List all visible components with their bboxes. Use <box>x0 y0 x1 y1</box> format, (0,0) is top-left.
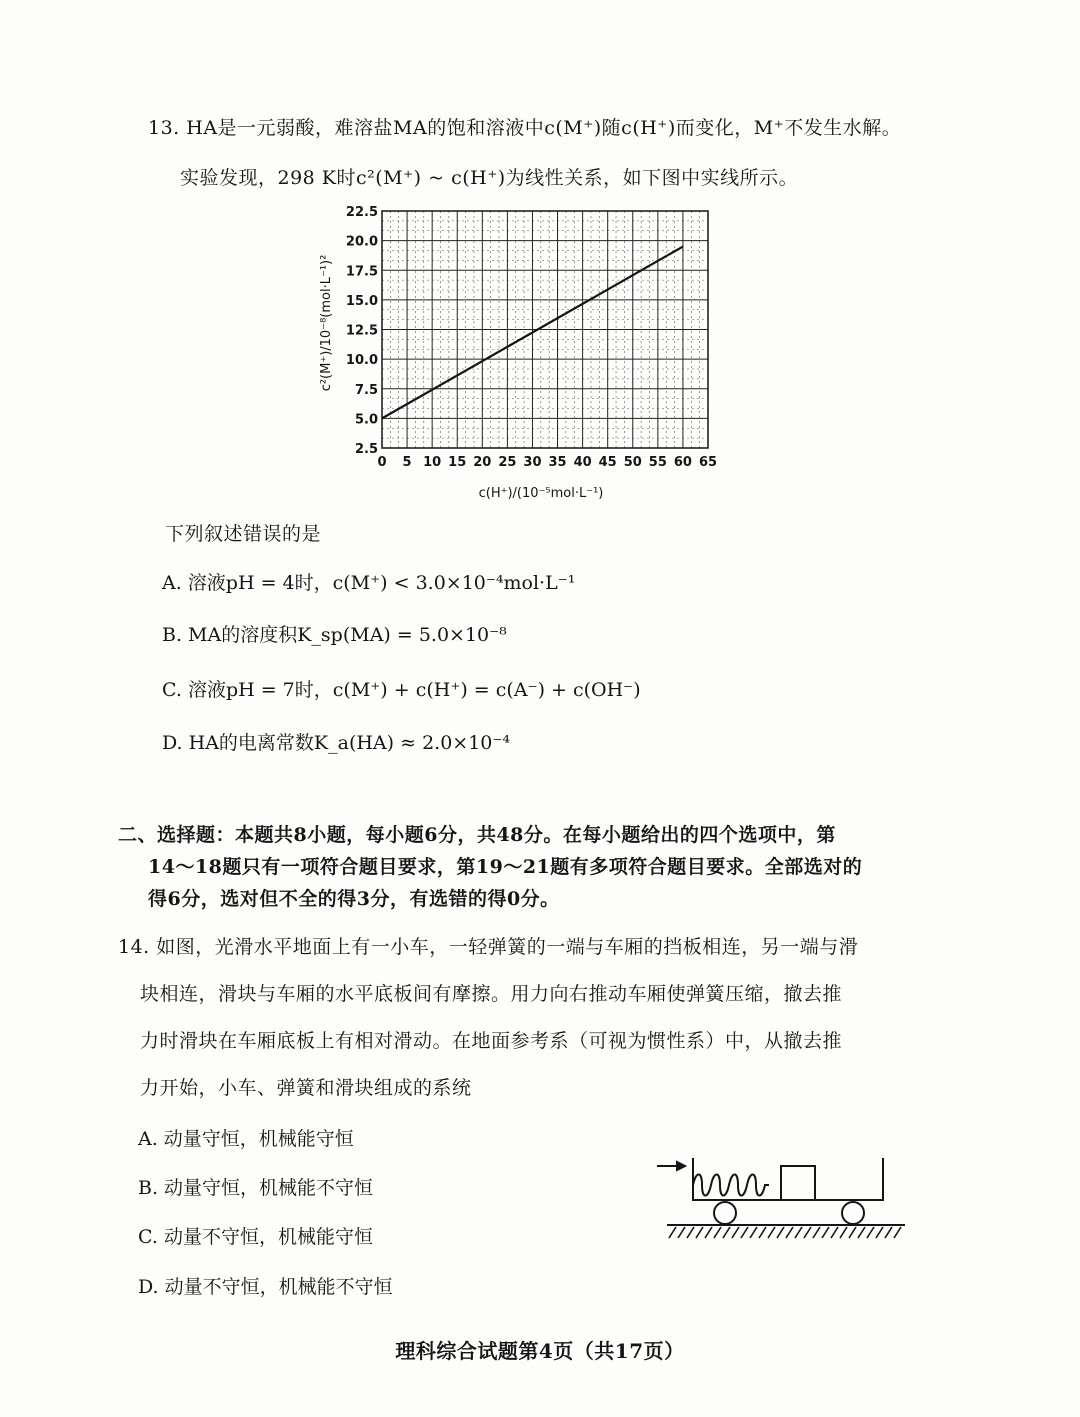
section2-intro-line2: 14～18题只有一项符合题目要求，第19～21题有多项符合题目要求。全部选对的 <box>148 856 863 878</box>
ground-hatch-mark <box>840 1227 847 1238</box>
ground-hatching <box>669 1227 901 1238</box>
chart-y-tick-labels <box>346 205 378 457</box>
ground-hatch-mark <box>831 1227 838 1238</box>
chart-x-tick-label: 25 <box>498 455 517 470</box>
ground-hatch-mark <box>759 1227 766 1238</box>
q14-option-b: B. 动量守恒，机械能不守恒 <box>138 1177 374 1199</box>
q14-stem-line3: 力时滑块在车厢底板上有相对滑动。在地面参考系（可视为惯性系）中，从撤去推 <box>140 1030 843 1052</box>
chart-x-tick-label: 20 <box>473 455 492 470</box>
chart-x-tick-label: 50 <box>623 455 642 470</box>
chart-y-tick-label: 7.5 <box>354 382 378 398</box>
q13-chart <box>300 195 730 515</box>
ground-hatch-mark <box>696 1227 703 1238</box>
ground-hatch-mark <box>804 1227 811 1238</box>
chart-y-tick-label: 22.5 <box>345 205 378 220</box>
q13-option-c: C. 溶液pH = 7时，c(M⁺) + c(H⁺) = c(A⁻) + c(OH⁻) <box>162 679 641 701</box>
slider-block <box>781 1166 815 1200</box>
ground-hatch-mark <box>795 1227 802 1238</box>
ground-hatch-mark <box>885 1227 892 1238</box>
page-footer: 理科综合试题第4页（共17页） <box>395 1339 685 1363</box>
chart-y-tick-label: 5.0 <box>354 412 378 428</box>
q14-option-c: C. 动量不守恒，机械能守恒 <box>138 1226 373 1248</box>
ground-hatch-mark <box>858 1227 865 1238</box>
chart-x-tick-label: 60 <box>673 455 692 470</box>
ground-hatch-mark <box>894 1227 901 1238</box>
chart-x-tick-label: 55 <box>648 455 667 470</box>
chart-y-tick-label: 10.0 <box>345 353 378 369</box>
chart-y-tick-label: 12.5 <box>345 323 378 339</box>
chart-x-tick-label: 0 <box>377 455 387 470</box>
section2-intro-line3: 得6分，选对但不全的得3分，有选错的得0分。 <box>148 888 560 910</box>
q14-option-a: A. 动量守恒，机械能守恒 <box>138 1128 354 1150</box>
ground-hatch-mark <box>867 1227 874 1238</box>
chart-y-tick-label: 15.0 <box>345 293 378 309</box>
ground-hatch-mark <box>876 1227 883 1238</box>
ground-hatch-mark <box>777 1227 784 1238</box>
chart-x-tick-label: 35 <box>548 455 567 470</box>
ground-hatch-mark <box>678 1227 685 1238</box>
q13-option-a: A. 溶液pH = 4时，c(M⁺) < 3.0×10⁻⁴mol·L⁻¹ <box>162 572 576 594</box>
q14-stem-line2: 块相连，滑块与车厢的水平底板间有摩擦。用力向右推动车厢使弹簧压缩，撤去推 <box>140 983 843 1005</box>
chart-x-tick-label: 45 <box>598 455 617 470</box>
q13-option-d: D. HA的电离常数K_a(HA) ≈ 2.0×10⁻⁴ <box>162 732 511 754</box>
chart-x-tick-label: 15 <box>448 455 467 470</box>
q14-stem-line4: 力开始，小车、弹簧和滑块组成的系统 <box>140 1077 472 1099</box>
q13-prompt: 下列叙述错误的是 <box>165 523 322 545</box>
ground-hatch-mark <box>714 1227 721 1238</box>
ground-hatch-mark <box>849 1227 856 1238</box>
chart-x-tick-labels <box>377 455 717 470</box>
q14-option-d: D. 动量不守恒，机械能不守恒 <box>138 1276 393 1298</box>
ground-hatch-mark <box>705 1227 712 1238</box>
ground-hatch-mark <box>768 1227 775 1238</box>
chart-major-grid <box>382 211 708 448</box>
chart-x-tick-label: 10 <box>423 455 442 470</box>
ground-hatch-mark <box>813 1227 820 1238</box>
q13-stem-line1: 13. HA是一元弱酸，难溶盐MA的饱和溶液中c(M⁺)随c(H⁺)而变化，M⁺不发生水解。 <box>148 117 902 139</box>
ground-hatch-mark <box>687 1227 694 1238</box>
chart-y-axis-label: c²(M⁺)/10⁻⁸(mol·L⁻¹)² <box>319 254 334 392</box>
ground-hatch-mark <box>741 1227 748 1238</box>
ground-hatch-mark <box>786 1227 793 1238</box>
q13-option-b: B. MA的溶度积K_sp(MA) = 5.0×10⁻⁸ <box>162 624 507 646</box>
chart-y-tick-label: 2.5 <box>354 442 378 457</box>
cart-wheel-right <box>842 1202 864 1224</box>
chart-x-axis-label: c(H⁺)/(10⁻⁵mol·L⁻¹) <box>478 486 604 501</box>
push-arrow-head <box>677 1162 685 1170</box>
ground-hatch-mark <box>669 1227 676 1238</box>
section2-intro-line1: 二、选择题：本题共8小题，每小题6分，共48分。在每小题给出的四个选项中，第 <box>118 824 836 846</box>
ground-hatch-mark <box>750 1227 757 1238</box>
ground-hatch-mark <box>723 1227 730 1238</box>
chart-x-tick-label: 5 <box>402 455 412 470</box>
ground-hatch-mark <box>732 1227 739 1238</box>
q14-stem-line1: 14. 如图，光滑水平地面上有一小车，一轻弹簧的一端与车厢的挡板相连，另一端与滑 <box>118 936 859 958</box>
ground-hatch-mark <box>822 1227 829 1238</box>
chart-y-tick-label: 17.5 <box>345 264 378 280</box>
cart-wheel-left <box>714 1202 736 1224</box>
q13-stem-line2: 实验发现，298 K时c²(M⁺) ~ c(H⁺)为线性关系，如下图中实线所示。 <box>180 167 799 189</box>
spring <box>693 1175 769 1196</box>
q14-cart-figure <box>655 1150 915 1250</box>
chart-y-tick-label: 20.0 <box>345 234 378 250</box>
chart-x-tick-label: 65 <box>698 455 718 470</box>
chart-x-tick-label: 30 <box>523 455 542 470</box>
chart-x-tick-label: 40 <box>573 455 592 470</box>
